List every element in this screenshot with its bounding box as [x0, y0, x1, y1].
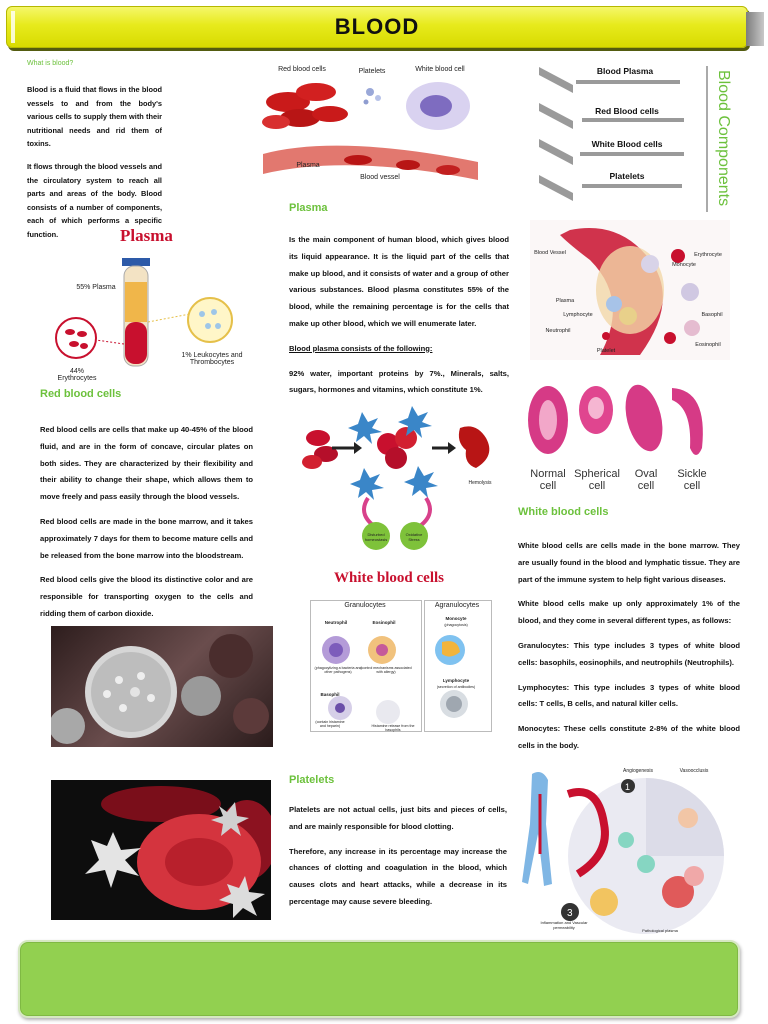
white-cell-sem-photo [51, 626, 273, 747]
label-sickle-cell: Sickle cell [677, 468, 707, 492]
white-paragraph-1: White blood cells are cells made in the bone marrow. They are usually found in the blood and lymphatic tissue. They are part of the immune system to help fight various diseases. [518, 541, 740, 584]
component-red-blood-cells: Red Blood cells [595, 106, 659, 116]
label-monocyte-2: Monocyte [445, 616, 467, 621]
svg-text:1: 1 [625, 782, 631, 792]
label-red-blood-cells: Red blood cells [278, 66, 326, 73]
white-cells-figure [300, 568, 490, 748]
component-underline [582, 184, 682, 188]
platelets-section [289, 774, 507, 919]
label-eosinophil-2: Eosinophil [372, 620, 396, 625]
caption-neutrophil: (phagocytizing a bacteria and other pathogens) [314, 666, 362, 674]
caption-basophil: (contain histamine and heparin) [315, 720, 345, 728]
label-hemolysis: Hemolysis [468, 480, 492, 486]
label-platelets: Platelets [358, 68, 386, 75]
white-figure-title: White blood cells [334, 570, 445, 586]
blood-composition-figure [258, 62, 480, 192]
label-erythrocyte: Erythrocyte [694, 252, 722, 258]
label-disturbed-homeostasis: Disturbed homeostasis [364, 532, 388, 542]
label-basophil: Basophil [701, 312, 723, 318]
white-paragraph-3: Granulocytes: This type includes 3 types of white blood cells: basophils, eosinophils, and neutrophils (Neutrophils). [518, 640, 740, 667]
label-agranulocytes: Agranulocytes [434, 602, 480, 609]
header-accent [11, 11, 15, 43]
arrow-2-icon [539, 103, 573, 129]
plasma-subheading: Blood plasma consists of the following: [289, 343, 433, 353]
red-blood-cells-title: Red blood cells [40, 388, 122, 400]
label-spherical-cell: Spherical cell [574, 468, 620, 492]
caption-histamine: Histamine release from the basophils [371, 724, 415, 732]
page-title: BLOOD [334, 14, 420, 39]
label-lymphocyte-2: Lymphocyte [442, 678, 470, 683]
red-paragraph-3: Red blood cells give the blood its distinctive color and are responsible for transporting oxygen to the cells and ridding them of carbon dioxide. [40, 575, 253, 618]
component-white-blood-cells: White Blood cells [591, 139, 663, 149]
component-underline [582, 118, 684, 122]
label-neutrophil-2: Neutrophil [324, 620, 348, 625]
label-granulocytes: Granulocytes [344, 602, 386, 609]
svg-text:3: 3 [567, 908, 573, 919]
label-55-plasma: 55% Plasma [76, 284, 116, 291]
components-vertical-title [706, 66, 748, 212]
white-paragraph-5: Monocytes: These cells constitute 2-8% of the white blood cells in the body. [518, 724, 740, 750]
label-monocyte: Monocyte [672, 262, 696, 268]
platelets-photo [51, 780, 271, 920]
label-basophil-2: Basophil [320, 692, 340, 697]
component-underline [576, 80, 680, 84]
plasma-paragraph-2: 92% water, important proteins by 7%., Minerals, salts, sugars, hormones and vitamins, which constitute 1%. [289, 368, 509, 395]
component-blood-plasma: Blood Plasma [596, 66, 654, 76]
hemolysis-illustration [296, 398, 502, 552]
label-44-erythrocytes: 44% Erythrocytes [57, 368, 97, 382]
components-list [536, 60, 706, 210]
label-inflammation: Inflammation and Vascular permeability [540, 920, 588, 930]
platelets-paragraph-1: Platelets are not actual cells, just bits and pieces of cells, and are mainly responsible for blood clotting. [289, 805, 507, 831]
label-oval-cell: Oval cell [634, 468, 658, 492]
platelets-image-illustration [51, 780, 271, 920]
component-underline [580, 152, 684, 156]
sem-image-illustration [51, 626, 273, 747]
arrow-3-icon [539, 139, 573, 165]
label-blood-vessel-2: Blood Vessel [534, 250, 566, 256]
label-oxidative-stress: Oxidative Stress [405, 532, 423, 542]
label-neutrophil: Neutrophil [545, 328, 571, 334]
page-header [6, 6, 748, 48]
caption-monocyte: (phagocytosis) [444, 623, 468, 627]
label-lymphocyte: Lymphocyte [563, 312, 593, 318]
red-paragraph-1: Red blood cells are cells that make up 40-45% of the blood fluid, and are in the form of concave, circular plates on both sides. They are characterized by their flexibility and their ability to change their shape, which allows them to move freely and pass easily through the blood vessels. [40, 425, 253, 502]
label-vasoocclusis: Vasoocclusis [679, 768, 709, 774]
plasma-figure-title: Plasma [120, 226, 173, 245]
blood-cells-diagram [530, 220, 730, 360]
plasma-tube-figure [50, 222, 250, 382]
caption-lymphocyte: (secretion of antibodies) [436, 685, 476, 689]
intro-heading: What is blood? [27, 60, 74, 67]
label-normal-cell: Normal cell [530, 468, 566, 492]
cell-shapes-illustration [522, 378, 722, 468]
platelets-title: Platelets [289, 774, 335, 786]
label-pathological-plasma: Pathological plasma [642, 928, 678, 933]
component-platelets: Platelets [609, 171, 645, 181]
white-paragraph-4: Lymphocytes: This type includes 3 types of white blood cells: T cells, B cells, and natural killer cells. [518, 682, 740, 709]
page-footer-banner [18, 940, 740, 1018]
label-angiogenesis: Angiogenesis [622, 768, 654, 774]
hemolysis-figure [296, 398, 502, 552]
arrow-4-icon [539, 175, 573, 201]
header-side-bar [746, 12, 764, 46]
plasma-section [289, 202, 509, 407]
components-title: Blood Components [715, 70, 732, 207]
label-eosinophil: Eosinophil [695, 342, 721, 348]
label-white-blood-cell: White blood cell [415, 66, 465, 73]
blood-vessel-cutaway-illustration [530, 220, 730, 360]
arrow-1-icon [539, 67, 573, 93]
label-blood-vessel: Blood vessel [360, 174, 400, 181]
plasma-title: Plasma [289, 202, 328, 214]
red-cell-shapes-figure [522, 378, 722, 496]
angiogenesis-figure [518, 764, 738, 938]
platelets-paragraph-2: Therefore, any increase in its percentage may increase the chances of clotting and coagulation in the blood, which causes clots and heart attacks, while a decrease in its percentage may cause severe bleeding. [289, 846, 507, 906]
label-1-leukocytes: 1% Leukocytes and Thrombocytes [181, 352, 243, 366]
label-plasma-2: Plasma [555, 298, 575, 304]
caption-eosinophil: (control mechanisms associated with allergy) [360, 666, 412, 674]
white-blood-cells-title: White blood cells [518, 506, 609, 518]
white-paragraph-2: White blood cells make up only approximately 1% of the blood, and they come in several different types, as follows: [518, 599, 740, 626]
red-paragraph-2: Red blood cells are made in the bone marrow, and it takes approximately 7 days for them to become mature cells and be released from the bone marrow into the bloodstream. [40, 516, 253, 560]
intro-paragraph-1: Blood is a fluid that flows in the blood vessels to and from the body's various cells to supply them with their nutritional needs and rid them of toxins. [27, 85, 162, 149]
angiogenesis-illustration [518, 764, 738, 938]
blood-composition-illustration [258, 62, 480, 192]
label-plasma: Plasma [296, 162, 320, 169]
intro-paragraph-2: It flows through the blood vessels and the circulatory system to reach all parts and areas of the body. Blood consists of a number of components, each of which performs a specific function. [27, 161, 162, 239]
label-platelet: Platelet [596, 348, 616, 354]
white-blood-cells-section [518, 506, 740, 763]
red-blood-cells-section [40, 388, 253, 631]
plasma-paragraph-1: Is the main component of human blood, which gives blood its liquid appearance. It is the liquid part of the cells that make up blood, and it consists of water and a group of other various substances. Blood plasma constitutes 55% of the blood, while the remaining percentage is for the cells that make up other blood, which we will enumerate later. [289, 235, 509, 328]
